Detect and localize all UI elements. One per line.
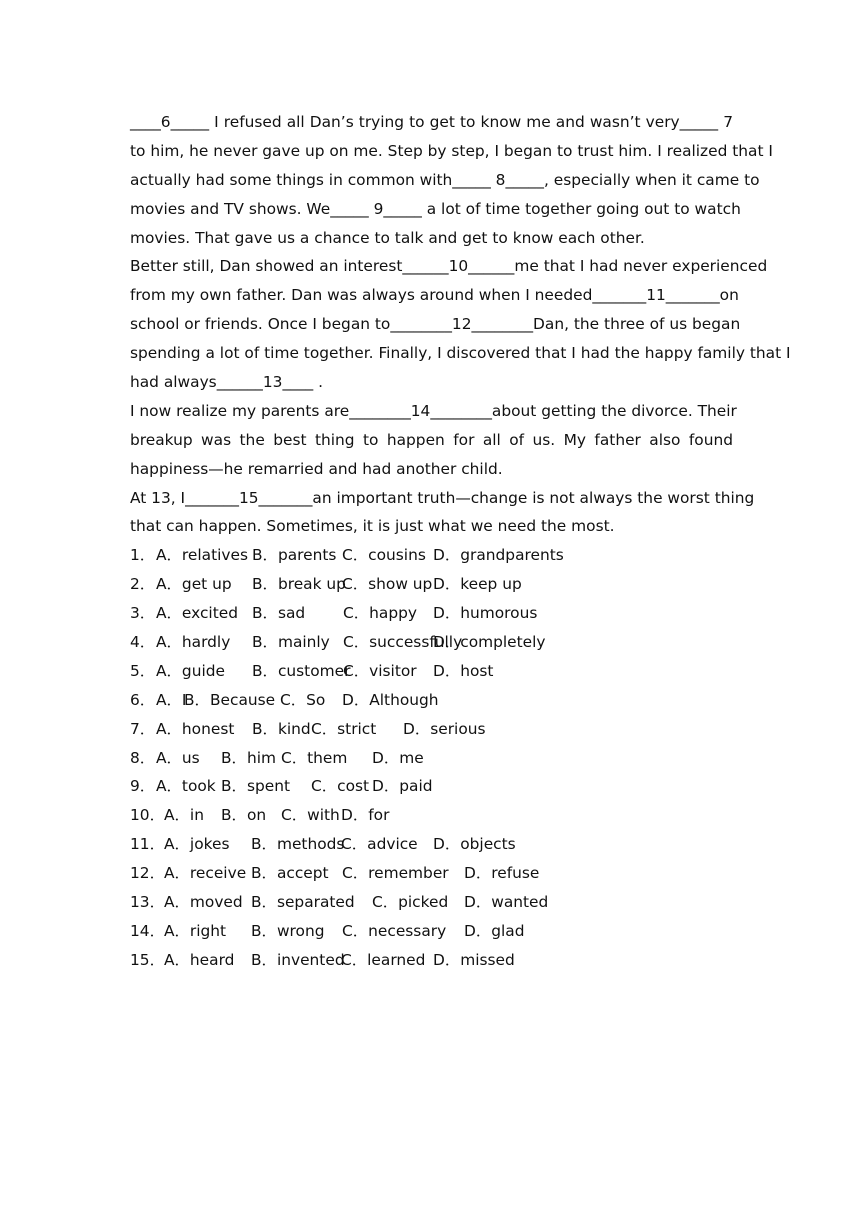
answer-option[interactable]: D．host: [433, 661, 494, 680]
answer-option[interactable]: B．spent: [221, 777, 290, 796]
question-item: [130, 830, 733, 859]
answer-option[interactable]: A．I: [156, 690, 187, 709]
answer-option[interactable]: A．guide: [156, 661, 225, 680]
passage-line: school or friends. Once I began to________12________Dan, the three of us began: [130, 315, 741, 334]
answer-option[interactable]: A．excited: [156, 604, 238, 623]
question-number: 9．: [130, 777, 156, 796]
question-item: [130, 628, 733, 657]
passage-line: At 13, I_______15_______an important truth—change is not always the worst thing: [130, 488, 755, 507]
question-item: [130, 772, 733, 801]
question-item: [130, 541, 733, 570]
question-item: [130, 715, 733, 744]
answer-option[interactable]: B．break up: [252, 575, 346, 594]
answer-option[interactable]: B．him: [221, 748, 276, 767]
answer-option[interactable]: D．paid: [372, 777, 433, 796]
question-number: 1．: [130, 546, 156, 565]
passage: [130, 108, 791, 541]
passage-line: that can happen. Sometimes, it is just what we need the most.: [130, 517, 615, 536]
answer-option[interactable]: C．remember: [342, 864, 449, 883]
answer-option[interactable]: D．serious: [403, 719, 486, 738]
answer-option[interactable]: B．invented: [251, 950, 345, 969]
answer-option[interactable]: A．us: [156, 748, 200, 767]
question-number: 3．: [130, 604, 156, 623]
answer-option[interactable]: D．for: [341, 806, 390, 825]
passage-line: ____6_____ I refused all Dan’s trying to get to know me and wasn’t very_____ 7: [130, 113, 733, 131]
document-page: [130, 108, 791, 975]
answer-option[interactable]: B．accept: [251, 864, 329, 883]
answer-option[interactable]: B．mainly: [252, 633, 330, 652]
answer-option[interactable]: C．necessary: [342, 921, 447, 940]
answer-option[interactable]: B．methods: [251, 835, 345, 854]
answer-option[interactable]: C．picked: [372, 893, 449, 912]
answer-option[interactable]: A．receive: [164, 864, 247, 883]
question-item: [130, 946, 733, 975]
answer-option[interactable]: C．visitor: [343, 661, 417, 680]
answer-option[interactable]: C．happy: [343, 604, 417, 623]
passage-line: I now realize my parents are________14________about getting the divorce. Their: [130, 401, 737, 420]
answer-option[interactable]: D．refuse: [464, 864, 540, 883]
question-number: 11．: [130, 835, 165, 854]
answer-option[interactable]: B．on: [221, 806, 267, 825]
answer-option[interactable]: A．right: [164, 921, 227, 940]
answer-option[interactable]: B．parents: [252, 546, 337, 565]
answer-option[interactable]: D．completely: [433, 633, 546, 652]
answer-option[interactable]: D．me: [372, 748, 424, 767]
answer-option[interactable]: D．grandparents: [433, 546, 564, 565]
question-item: [130, 859, 733, 888]
answer-option[interactable]: B．sad: [252, 604, 306, 623]
passage-line: happiness—he remarried and had another child.: [130, 459, 503, 478]
answer-option[interactable]: D．humorous: [433, 604, 538, 623]
question-number: 8．: [130, 748, 156, 767]
answer-option[interactable]: B．customer: [252, 661, 351, 680]
question-item: [130, 917, 733, 946]
answer-option[interactable]: B．separated: [251, 893, 355, 912]
question-number: 12．: [130, 864, 165, 883]
passage-line: breakup was the best thing to happen for all of us. My father also found: [130, 430, 733, 449]
passage-line: had always______13____ .: [130, 373, 324, 392]
question-number: 6．: [130, 690, 156, 709]
answer-option[interactable]: A．took: [156, 777, 216, 796]
passage-line: to him, he never gave up on me. Step by step, I began to trust him. I realized that I: [130, 141, 773, 160]
question-item: [130, 888, 733, 917]
answer-option[interactable]: D．keep up: [433, 575, 522, 594]
answer-option[interactable]: D．Although: [342, 690, 439, 709]
question-list: [130, 541, 733, 974]
question-number: 14．: [130, 921, 165, 940]
question-number: 13．: [130, 893, 165, 912]
question-number: 2．: [130, 575, 156, 594]
answer-option[interactable]: B．wrong: [251, 921, 325, 940]
answer-option[interactable]: A．honest: [156, 719, 235, 738]
question-item: [130, 599, 733, 628]
question-number: 10．: [130, 806, 165, 825]
question-item: [130, 570, 733, 599]
answer-option[interactable]: C．cost: [311, 777, 370, 796]
answer-option[interactable]: C．strict: [311, 719, 377, 738]
passage-line: Better still, Dan showed an interest______10______me that I had never experienced: [130, 257, 768, 276]
answer-option[interactable]: A．moved: [164, 893, 243, 912]
question-number: 7．: [130, 719, 156, 738]
answer-option[interactable]: B．kind: [252, 719, 311, 738]
answer-option[interactable]: C．with: [281, 806, 340, 825]
question-item: [130, 744, 733, 773]
answer-option[interactable]: A．in: [164, 806, 204, 825]
answer-option[interactable]: C．advice: [341, 835, 418, 854]
answer-option[interactable]: B．Because: [184, 690, 276, 709]
answer-option[interactable]: C．show up: [342, 575, 433, 594]
question-item: [130, 657, 733, 686]
question-item: [130, 686, 733, 715]
answer-option[interactable]: A．relatives: [156, 546, 248, 565]
question-number: 4．: [130, 633, 156, 652]
answer-option[interactable]: C．successfully: [343, 633, 463, 652]
passage-line: movies. That gave us a chance to talk and get to know each other.: [130, 228, 645, 247]
answer-option[interactable]: C．cousins: [342, 546, 426, 565]
answer-option[interactable]: A．jokes: [164, 835, 230, 854]
answer-option[interactable]: D．missed: [433, 950, 515, 969]
answer-option[interactable]: C．them: [281, 748, 348, 767]
answer-option[interactable]: C．learned: [341, 950, 426, 969]
answer-option[interactable]: D．objects: [433, 835, 516, 854]
question-number: 15．: [130, 950, 165, 969]
answer-option[interactable]: A．heard: [164, 950, 235, 969]
passage-line: actually had some things in common with_____ 8_____, especially when it came to: [130, 170, 760, 189]
answer-option[interactable]: A．hardly: [156, 633, 231, 652]
answer-option[interactable]: D．glad: [464, 921, 525, 940]
answer-option[interactable]: A．get up: [156, 575, 232, 594]
question-number: 5．: [130, 661, 156, 680]
passage-line: spending a lot of time together. Finally, I discovered that I had the happy family that I: [130, 344, 791, 363]
passage-line: from my own father. Dan was always around when I needed_______11_______on: [130, 286, 739, 305]
answer-option[interactable]: C．So: [280, 690, 326, 709]
answer-option[interactable]: D．wanted: [464, 893, 549, 912]
passage-line: movies and TV shows. We_____ 9_____ a lot of time together going out to watch: [130, 199, 741, 218]
question-item: [130, 801, 733, 830]
